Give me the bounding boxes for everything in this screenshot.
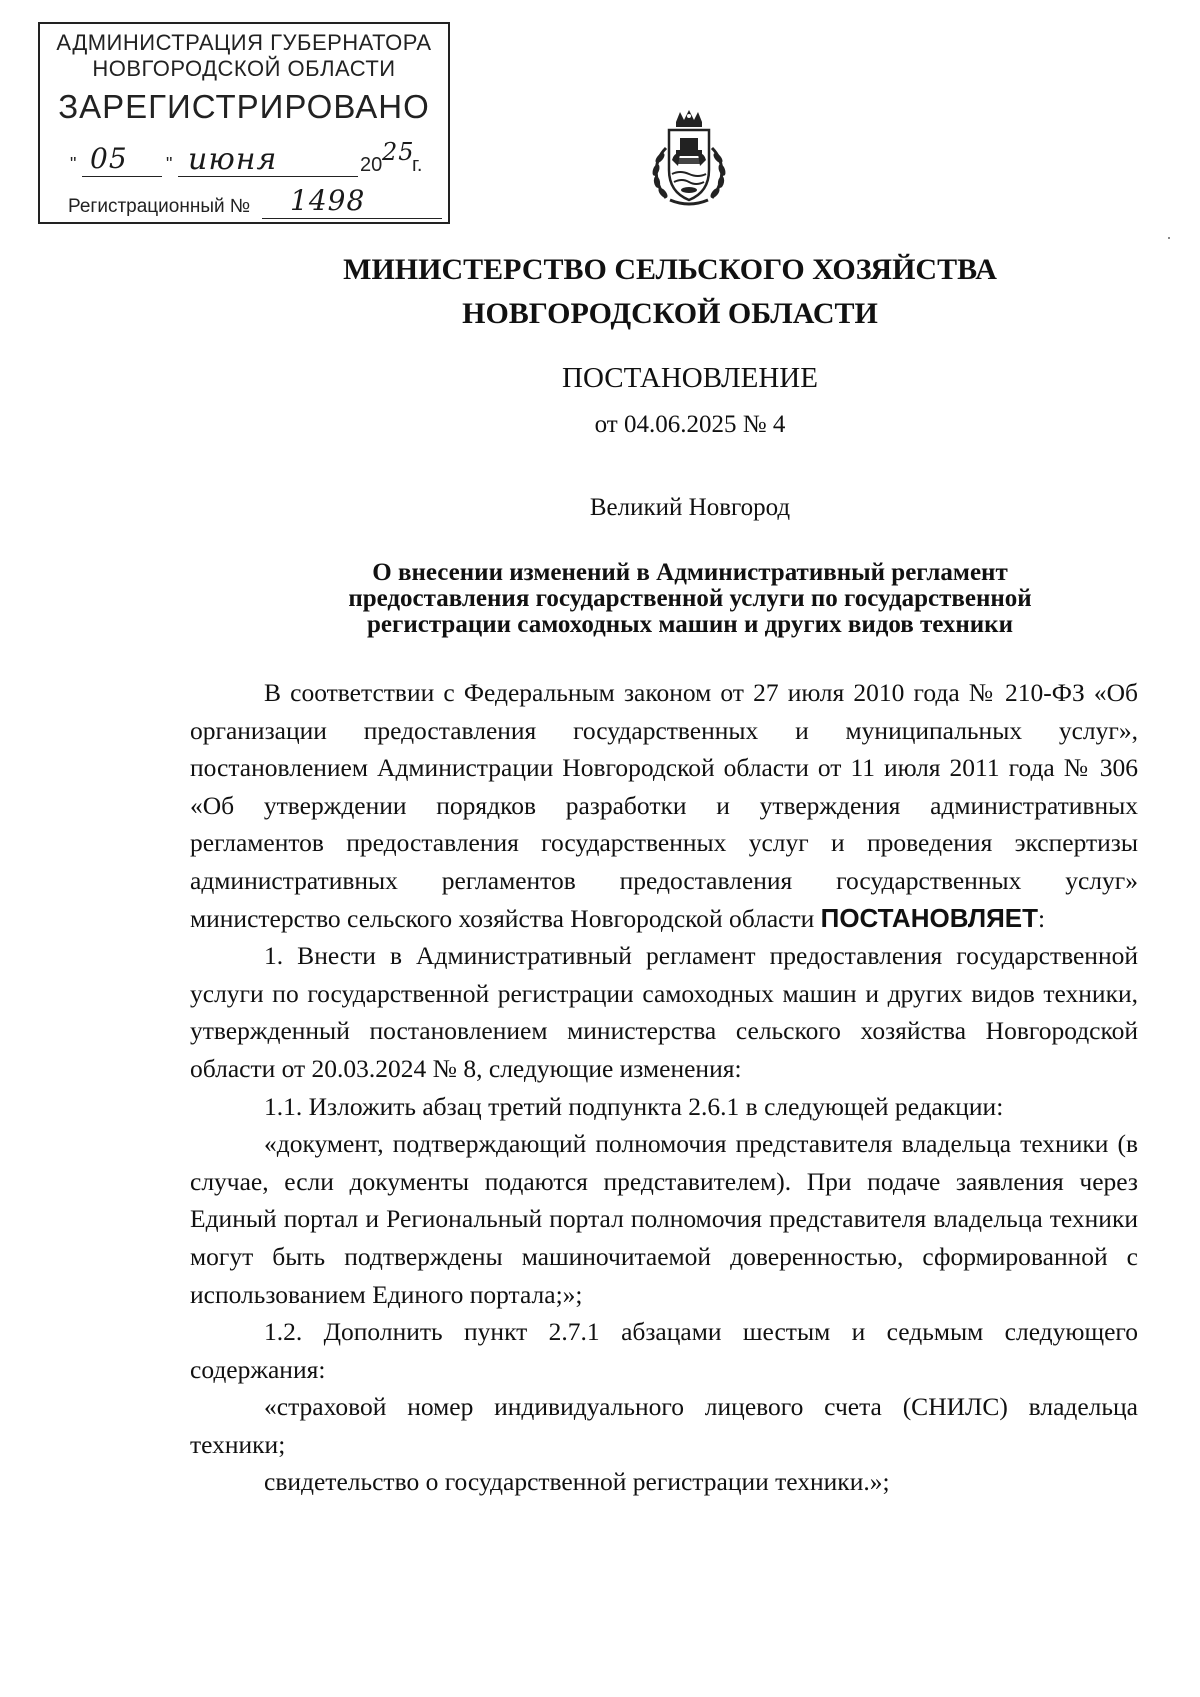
decree-word: ПОСТАНОВЛЯЕТ	[820, 902, 1038, 933]
preamble-paragraph	[190, 674, 1138, 937]
stamp-year-unit: г.	[412, 154, 423, 176]
item-1-2-text1-paragraph: «страховой номер индивидуального лицевого счета (СНИЛС) владельца техники;	[190, 1392, 1138, 1459]
subject-line3: регистрации самоходных машин и других видов техники	[366, 611, 1013, 638]
stamp-date-row	[70, 138, 440, 182]
stamp-reg-label: Регистрационный №	[68, 196, 251, 217]
stamp-reg-underline	[262, 218, 442, 219]
stamp-organization	[40, 30, 448, 82]
scan-speck	[1168, 237, 1170, 239]
stamp-day-handwritten: 05	[90, 142, 128, 175]
stamp-year-handwritten: 25	[382, 138, 415, 166]
stamp-registered-label: ЗАРЕГИСТРИРОВАНО	[58, 88, 430, 125]
stamp-org-line2: НОВГОРОДСКОЙ ОБЛАСТИ	[92, 56, 396, 81]
document-subject	[260, 560, 1120, 638]
stamp-reg-number-handwritten: 1498	[290, 184, 366, 217]
stamp-registration-number-row	[68, 184, 448, 222]
stamp-year-prefix: 20	[360, 154, 383, 176]
item-1-2-text2-paragraph: свидетельство о государственной регистрации техники.»;	[264, 1467, 890, 1497]
decree-colon: :	[1037, 903, 1046, 933]
item-1-paragraph: 1. Внести в Административный регламент предоставления государственной услуги по государственной регистрации самоходных машин и других видов техники, утвержденный постановлением министерства сельского хозяйства Новгородской области от 20.03.2024 № 8, следующие изменения:	[190, 941, 1138, 1083]
stamp-quote-close: "	[166, 154, 173, 174]
ministry-title-line2: НОВГОРОДСКОЙ ОБЛАСТИ	[462, 297, 878, 330]
stamp-org-line1: АДМИНИСТРАЦИЯ ГУБЕРНАТОРА	[56, 30, 432, 55]
item-1-2-paragraph: 1.2. Дополнить пункт 2.7.1 абзацами шестым и седьмым следующего содержания:	[190, 1317, 1138, 1384]
item-1-1-paragraph: 1.1. Изложить абзац третий подпункта 2.6.1 в следующей редакции:	[264, 1091, 1004, 1121]
stamp-month-handwritten: июня	[188, 142, 278, 177]
document-city: Великий Новгород	[589, 494, 791, 521]
registration-stamp	[38, 22, 450, 224]
ministry-title	[300, 248, 1040, 336]
document-date-number: от 04.06.2025 № 4	[594, 411, 786, 438]
subject-line2: предоставления государственной услуги по государственной	[348, 585, 1032, 612]
stamp-quote-open: "	[70, 154, 77, 174]
preamble-text: В соответствии с Федеральным законом от 27 июля 2010 года № 210-ФЗ «Об организации предоставления государственных и муниципальных услуг», постановлением Администрации Новгородской области от 11 июля 2011 года № 306 «Об утверждении порядков разработки и утверждения административных регламентов предоставления государственных услуг и проведения экспертизы административных регламентов предоставления государственных услуг» министерство сельского хозяйства Новгородской области	[190, 678, 1138, 933]
item-1-1-text-paragraph: «документ, подтверждающий полномочия представителя владельца техники (в случае, если документы подаются представителем). При подаче заявления через Единый портал и Региональный портал полномочия представителя владельца техники могут быть подтверждены машиночитаемой доверенностью, сформированной с использованием Единого портала;»;	[190, 1129, 1138, 1309]
stamp-day-underline	[82, 176, 162, 177]
subject-line1: О внесении изменений в Административный регламент	[372, 559, 1008, 586]
novgorod-coat-of-arms-icon	[636, 108, 742, 214]
ministry-title-line1: МИНИСТЕРСТВО СЕЛЬСКОГО ХОЗЯЙСТВА	[343, 253, 997, 286]
document-type: ПОСТАНОВЛЕНИЕ	[562, 362, 818, 394]
document-body	[190, 674, 1138, 1501]
